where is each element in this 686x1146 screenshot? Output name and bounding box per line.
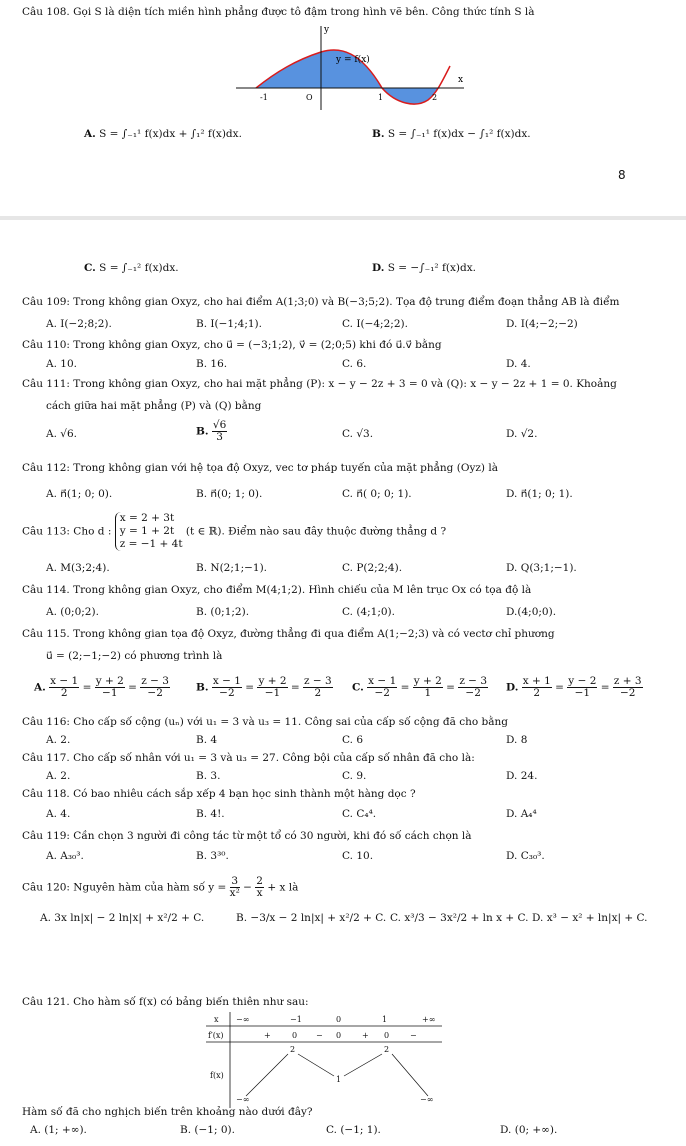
- axis-y-label: y: [324, 25, 330, 35]
- q110-stem: Câu 110: Trong không gian Oxyz, cho u⃗ = (−3;1;2), v⃗ = (2;0;5) khi đó u⃗.v⃗ bằng: [22, 339, 442, 351]
- q109-option-d[interactable]: D. I(4;−2;−2): [506, 318, 578, 330]
- tick-2: 2: [432, 93, 438, 102]
- q110-option-a[interactable]: A. 10.: [46, 358, 77, 370]
- q113-stem: Câu 113: Cho d : x = 2 + 3t y = 1 + 2t z = −1 + 4t (t ∈ ℝ). Điểm nào sau đây thuộc đường thẳng d ?: [22, 512, 447, 551]
- q116-option-a[interactable]: A. 2.: [46, 734, 71, 746]
- q121-option-a[interactable]: A. (1; +∞).: [30, 1124, 87, 1136]
- q111-stem-line1: Câu 111: Trong không gian Oxyz, cho hai mặt phẳng (P): x − y − 2z + 3 = 0 và (Q): x − y − 2z + 1 = 0. Khoảng: [22, 378, 617, 390]
- page-number: 8: [618, 168, 626, 182]
- q109-option-a[interactable]: A. I(−2;8;2).: [46, 318, 112, 330]
- q114-stem: Câu 114. Trong không gian Oxyz, cho điểm M(4;1;2). Hình chiếu của M lên trục Ox có tọa độ là: [22, 584, 532, 596]
- page-break: [0, 216, 686, 220]
- tbl-f-neginf-right: −∞: [420, 1095, 434, 1104]
- q120-stem: Câu 120: Nguyên hàm của hàm số y = $\frac{3}{\text{x²}}$ − $\frac{2}{x}$ + x là: [22, 875, 299, 900]
- axis-x-label: x: [458, 75, 464, 85]
- q113-option-d[interactable]: D. Q(3;1;−1).: [506, 562, 577, 574]
- q108-option-d[interactable]: D. S = −∫₋₁² f(x)dx.: [372, 262, 476, 274]
- q112-option-d[interactable]: D. n⃗(1; 0; 1).: [506, 488, 573, 500]
- q115-option-b[interactable]: B. $\frac{x - 1}{-2}$ = $\frac{y + 2}{-1}$ = $\frac{z - 3}{2}$: [196, 675, 332, 700]
- tbl-f-min: 1: [336, 1075, 342, 1084]
- tbl-x-neginf: −∞: [236, 1015, 250, 1024]
- tbl-x-1: 1: [382, 1015, 388, 1024]
- q121-option-b[interactable]: B. (−1; 0).: [180, 1124, 235, 1136]
- q116-option-b[interactable]: B. 4: [196, 734, 218, 746]
- q117-option-a[interactable]: A. 2.: [46, 770, 71, 782]
- q120-option-c[interactable]: C. x³/3 − 3x²/2 + ln x + C.: [390, 912, 529, 924]
- q110-option-b[interactable]: B. 16.: [196, 358, 228, 370]
- tbl-f-max2: 2: [384, 1045, 390, 1054]
- q118-stem: Câu 118. Có bao nhiêu cách sắp xếp 4 bạn học sinh thành một hàng dọc ?: [22, 788, 416, 800]
- tbl-fp-label: f′(x): [208, 1031, 224, 1040]
- q112-option-a[interactable]: A. n⃗(1; 0; 0).: [46, 488, 113, 500]
- q121-variation-table: [206, 1012, 442, 1108]
- q115-option-c[interactable]: C. $\frac{x - 1}{-2}$ = $\frac{y + 2}{1}$ = $\frac{z - 3}{-2}$: [352, 675, 487, 700]
- q114-option-c[interactable]: C. (4;1;0).: [342, 606, 395, 618]
- q118-option-d[interactable]: D. A₄⁴: [506, 808, 537, 820]
- q117-option-c[interactable]: C. 9.: [342, 770, 367, 782]
- q115-option-a[interactable]: A. $\frac{x - 1}{2}$ = $\frac{y + 2}{-1}$ = $\frac{z - 3}{-2}$: [34, 675, 169, 700]
- q121-question: Hàm số đã cho nghịch biến trên khoảng nào dưới đây?: [22, 1106, 313, 1118]
- q113-option-c[interactable]: C. P(2;2;4).: [342, 562, 403, 574]
- q108-option-b[interactable]: B. S = ∫₋₁¹ f(x)dx − ∫₁² f(x)dx.: [372, 128, 531, 140]
- tbl-fp-sign3: +: [362, 1031, 369, 1040]
- q112-stem: Câu 112: Trong không gian với hệ tọa độ Oxyz, vec tơ pháp tuyến của mặt phẳng (Oyz) là: [22, 462, 498, 474]
- q119-option-c[interactable]: C. 10.: [342, 850, 374, 862]
- q110-option-c[interactable]: C. 6.: [342, 358, 367, 370]
- q108-stem: Câu 108. Gọi S là diện tích miền hình phẳng được tô đậm trong hình vẽ bên. Công thức tính S là: [22, 6, 535, 18]
- q108-option-c[interactable]: C. S = ∫₋₁² f(x)dx.: [84, 262, 179, 274]
- q121-option-d[interactable]: D. (0; +∞).: [500, 1124, 558, 1136]
- tbl-f-neginf-left: −∞: [236, 1095, 250, 1104]
- q121-stem: Câu 121. Cho hàm số f(x) có bảng biến thiên như sau:: [22, 996, 309, 1008]
- q119-stem: Câu 119: Cần chọn 3 người đi công tác từ một tổ có 30 người, khi đó số cách chọn là: [22, 830, 472, 842]
- q113-option-a[interactable]: A. M(3;2;4).: [46, 562, 110, 574]
- q111-option-d[interactable]: D. √2.: [506, 428, 538, 440]
- q114-option-b[interactable]: B. (0;1;2).: [196, 606, 250, 618]
- tick-neg1: -1: [260, 93, 268, 102]
- q118-option-a[interactable]: A. 4.: [46, 808, 71, 820]
- q113-system: x = 2 + 3t y = 1 + 2t z = −1 + 4t: [115, 512, 183, 551]
- q117-option-b[interactable]: B. 3.: [196, 770, 221, 782]
- q109-stem: Câu 109: Trong không gian Oxyz, cho hai điểm A(1;3;0) và B(−3;5;2). Tọa độ trung điểm đoạn thẳng AB là điểm: [22, 296, 620, 308]
- q111-option-a[interactable]: A. √6.: [46, 428, 77, 440]
- q118-option-b[interactable]: B. 4!.: [196, 808, 225, 820]
- q109-option-b[interactable]: B. I(−1;4;1).: [196, 318, 262, 330]
- q108-graph: [236, 22, 466, 110]
- curve-label: y = f(x): [336, 55, 370, 65]
- q116-option-c[interactable]: C. 6: [342, 734, 364, 746]
- tbl-x-neg1: −1: [290, 1015, 302, 1024]
- q119-option-d[interactable]: D. C₃₀³.: [506, 850, 545, 862]
- q111-option-b[interactable]: B. $\frac{√6}{3}$: [196, 419, 227, 444]
- q108-option-a[interactable]: A. S = ∫₋₁¹ f(x)dx + ∫₁² f(x)dx.: [84, 128, 242, 140]
- tbl-fp-sign4: −: [410, 1031, 417, 1040]
- q115-stem-line1: Câu 115. Trong không gian tọa độ Oxyz, đường thẳng đi qua điểm A(1;−2;3) và có vectơ chỉ phương: [22, 628, 555, 640]
- tbl-x-posinf: +∞: [422, 1015, 436, 1024]
- q113-option-b[interactable]: B. N(2;1;−1).: [196, 562, 268, 574]
- q121-option-c[interactable]: C. (−1; 1).: [326, 1124, 381, 1136]
- tbl-fp-sign1: +: [264, 1031, 271, 1040]
- q119-option-b[interactable]: B. 3³⁰.: [196, 850, 229, 862]
- q116-stem: Câu 116: Cho cấp số cộng (uₙ) với u₁ = 3 và u₃ = 11. Công sai của cấp số cộng đã cho bằng: [22, 716, 508, 728]
- q115-stem-line2: u⃗ = (2;−1;−2) có phương trình là: [46, 650, 223, 662]
- q112-option-b[interactable]: B. n⃗(0; 1; 0).: [196, 488, 263, 500]
- tbl-x-0: 0: [336, 1015, 342, 1024]
- tbl-fp-sign2: −: [316, 1031, 323, 1040]
- q114-option-d[interactable]: D.(4;0;0).: [506, 606, 557, 618]
- q117-option-d[interactable]: D. 24.: [506, 770, 538, 782]
- q117-stem: Câu 117. Cho cấp số nhân với u₁ = 3 và u₃ = 27. Công bội của cấp số nhân đã cho là:: [22, 752, 475, 764]
- q109-option-c[interactable]: C. I(−4;2;2).: [342, 318, 408, 330]
- q115-option-d[interactable]: D. $\frac{x + 1}{2}$ = $\frac{y - 2}{-1}$ = $\frac{z + 3}{-2}$: [506, 675, 642, 700]
- tick-1: 1: [378, 93, 384, 102]
- q120-option-b[interactable]: B. −3/x − 2 ln|x| + x²/2 + C.: [236, 912, 387, 924]
- q111-option-c[interactable]: C. √3.: [342, 428, 374, 440]
- q118-option-c[interactable]: C. C₄⁴.: [342, 808, 377, 820]
- q120-option-d[interactable]: D. x³ − x² + ln|x| + C.: [532, 912, 648, 924]
- q114-option-a[interactable]: A. (0;0;2).: [46, 606, 99, 618]
- tbl-fp-zero3: 0: [384, 1031, 390, 1040]
- tbl-fp-zero1: 0: [292, 1031, 298, 1040]
- tbl-f-max1: 2: [290, 1045, 296, 1054]
- q119-option-a[interactable]: A. A₃₀³.: [46, 850, 84, 862]
- tbl-f-label: f(x): [210, 1071, 224, 1080]
- q111-stem-line2: cách giữa hai mặt phẳng (P) và (Q) bằng: [46, 400, 262, 412]
- tbl-fp-zero2: 0: [336, 1031, 342, 1040]
- q120-option-a[interactable]: A. 3x ln|x| − 2 ln|x| + x²/2 + C.: [40, 912, 205, 924]
- tbl-x-label: x: [214, 1015, 219, 1024]
- tick-origin: O: [306, 93, 313, 102]
- q116-option-d[interactable]: D. 8: [506, 734, 528, 746]
- q112-option-c[interactable]: C. n⃗( 0; 0; 1).: [342, 488, 412, 500]
- q110-option-d[interactable]: D. 4.: [506, 358, 531, 370]
